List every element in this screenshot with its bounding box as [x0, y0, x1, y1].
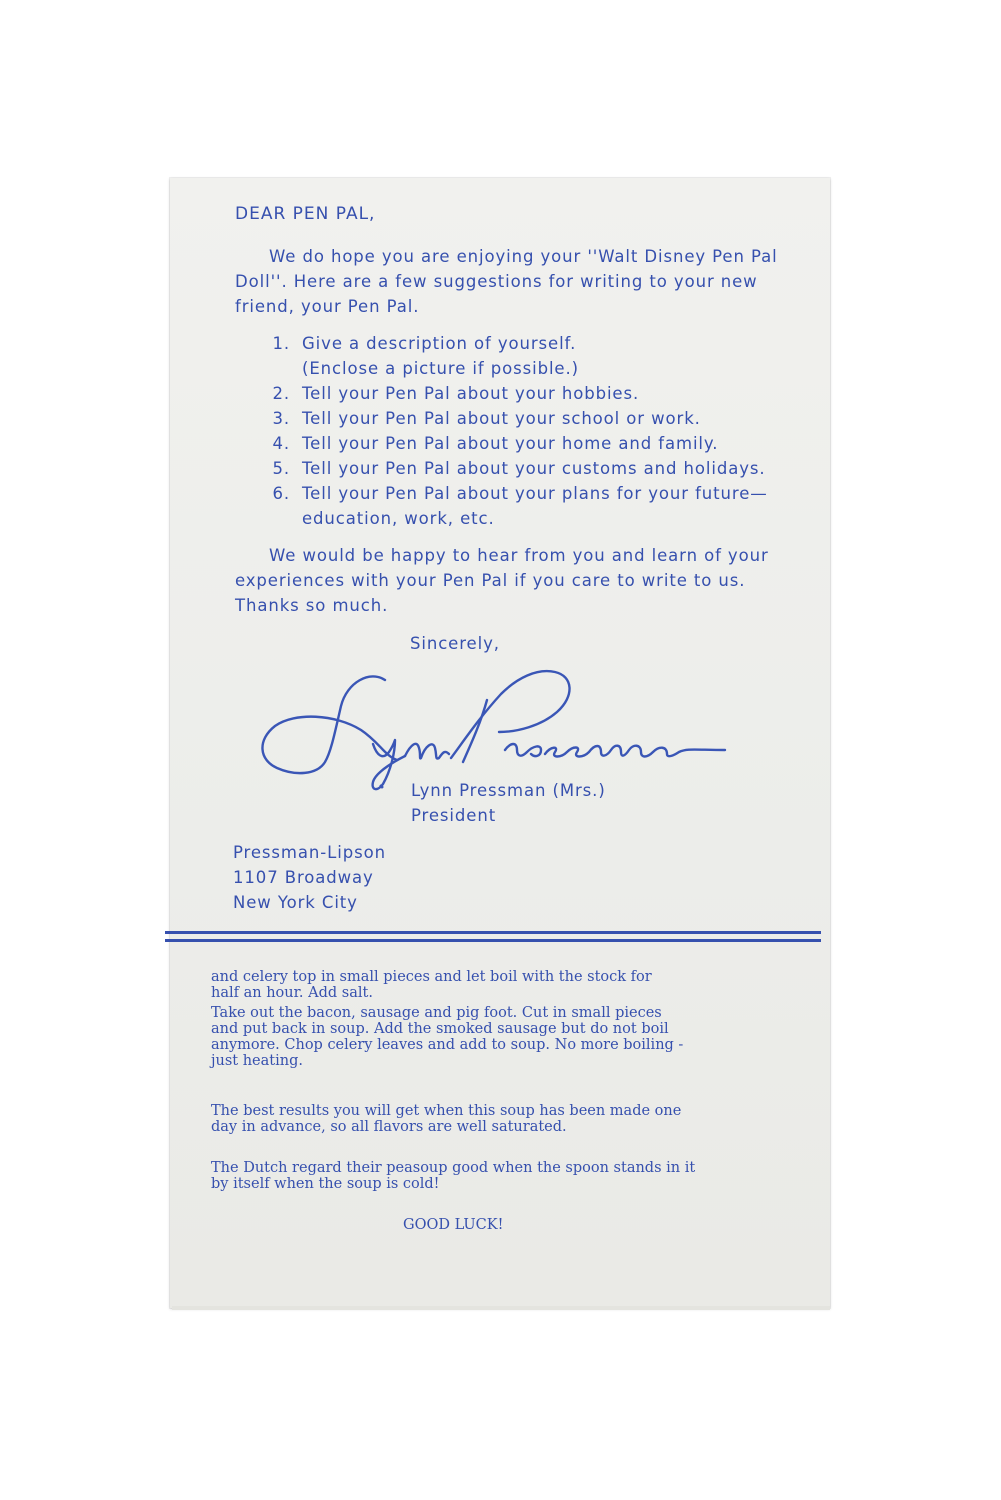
list-item-3: Tell your Pen Pal about your school or work. — [302, 409, 701, 428]
closing-line-1: We would be happy to hear from you and learn of your — [269, 546, 769, 565]
list-item-4: Tell your Pen Pal about your home and family. — [302, 434, 719, 453]
closing-line-2: experiences with your Pen Pal if you care to write to us. — [235, 571, 746, 590]
intro-line-3: friend, your Pen Pal. — [235, 297, 420, 316]
divider-top-rule — [165, 931, 821, 934]
list-item-1-line-2: (Enclose a picture if possible.) — [302, 359, 579, 378]
recipe-line-10: by itself when the soup is cold! — [211, 1176, 440, 1192]
card-bottom-edge — [172, 1306, 830, 1310]
divider-bottom-rule — [165, 939, 821, 942]
list-number-4: 4. — [272, 434, 290, 453]
recipe-sign-off: GOOD LUCK! — [403, 1217, 504, 1233]
list-item-2: Tell your Pen Pal about your hobbies. — [302, 384, 640, 403]
recipe-line-4: and put back in soup. Add the smoked sausage but do not boil — [211, 1021, 669, 1037]
signer-name: Lynn Pressman (Mrs.) — [411, 781, 606, 800]
list-item-6-line-1: Tell your Pen Pal about your plans for your future— — [302, 484, 768, 503]
signer-title: President — [411, 806, 497, 825]
address-city: New York City — [233, 893, 358, 912]
list-number-6: 6. — [272, 484, 290, 503]
recipe-line-7: The best results you will get when this soup has been made one — [211, 1103, 682, 1119]
list-item-6-line-2: education, work, etc. — [302, 509, 495, 528]
recipe-line-9: The Dutch regard their peasoup good when the spoon stands in it — [211, 1160, 696, 1176]
recipe-line-3: Take out the bacon, sausage and pig foot. Cut in small pieces — [211, 1005, 662, 1021]
list-number-2: 2. — [272, 384, 290, 403]
list-item-5: Tell your Pen Pal about your customs and holidays. — [302, 459, 766, 478]
address-company: Pressman-Lipson — [233, 843, 386, 862]
intro-line-2: Doll''. Here are a few suggestions for writing to your new — [235, 272, 758, 291]
list-item-1-line-1: Give a description of yourself. — [302, 334, 577, 353]
list-number-5: 5. — [272, 459, 290, 478]
list-number-3: 3. — [272, 409, 290, 428]
recipe-line-5: anymore. Chop celery leaves and add to soup. No more boiling - — [211, 1037, 684, 1053]
recipe-line-6: just heating. — [211, 1053, 303, 1069]
closing-line-3: Thanks so much. — [235, 596, 389, 615]
valediction: Sincerely, — [410, 634, 500, 653]
list-number-1: 1. — [272, 334, 290, 353]
intro-line-1: We do hope you are enjoying your ''Walt Disney Pen Pal — [269, 247, 778, 266]
recipe-line-8: day in advance, so all flavors are well saturated. — [211, 1119, 567, 1135]
recipe-line-2: half an hour. Add salt. — [211, 985, 373, 1001]
salutation: DEAR PEN PAL, — [235, 204, 376, 224]
recipe-line-1: and celery top in small pieces and let boil with the stock for — [211, 969, 652, 985]
address-street: 1107 Broadway — [233, 868, 374, 887]
